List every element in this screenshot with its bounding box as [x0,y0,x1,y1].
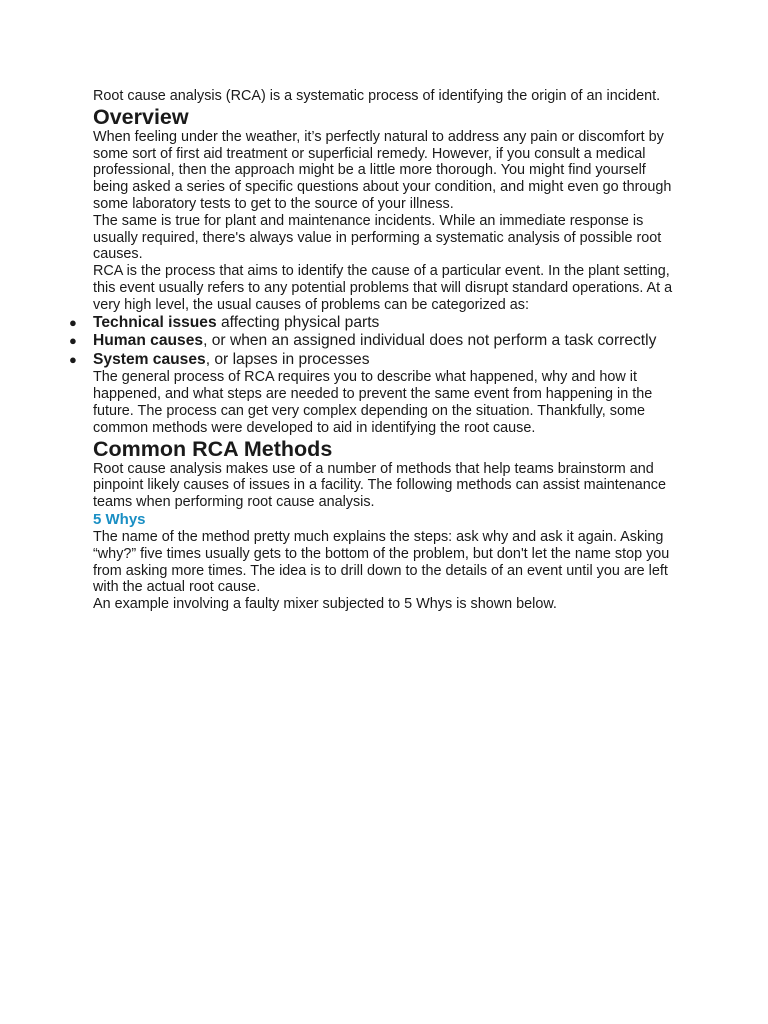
bullet-term: Human causes [93,332,204,350]
methods-heading: Common RCA Methods [93,436,333,461]
document-body [69,88,683,613]
overview-paragraph-2: The same is true for plant and maintenance incidents. While an immediate response is usually required, there's always value in performing a systematic analysis of possible root causes. [93,212,662,263]
overview-heading: Overview [93,104,189,129]
five-whys-heading: 5 Whys [93,510,146,528]
methods-paragraph: Root cause analysis makes use of a number of methods that help teams brainstorm and pinpoint likely causes of issues in a facility. The following methods can assist maintenance teams when performing root cause analysis. [93,460,666,511]
five-whys-paragraph-2: An example involving a faulty mixer subjected to 5 Whys is shown below. [93,596,557,613]
list-item [69,332,683,351]
causes-list [69,313,683,370]
list-item [69,350,683,370]
overview-paragraph-1: When feeling under the weather, it’s perfectly natural to address any pain or discomfort by some sort of first aid treatment or superficial remedy. However, if you consult a medical professional, then the approach might be a little more thorough. You might find yourself being asked a series of specific questions about your condition, and might even go through some laboratory tests to get to the source of your illness. [93,128,672,212]
overview-closing-paragraph: The general process of RCA requires you to describe what happened, why and how it happened, and what steps are needed to prevent the same event from happening in the future. The process can get very complex depending on the situation. Thankfully, some common methods were developed to aid in identifying the root cause. [93,369,653,436]
bullet-text: , or when an assigned individual does not perform a task correctly [203,332,657,350]
intro-paragraph: Root cause analysis (RCA) is a systematic process of identifying the origin of an incident. [93,88,661,104]
bullet-icon: ● [69,314,77,330]
list-item [69,313,683,333]
bullet-text: affecting physical parts [216,313,380,331]
bullet-term: Technical issues [93,313,217,331]
bullet-icon: ● [69,351,77,367]
bullet-text: , or lapses in processes [205,350,370,368]
bullet-term: System causes [93,350,206,368]
bullet-icon: ● [69,333,77,349]
overview-paragraph-3: RCA is the process that aims to identify the cause of a particular event. In the plant setting, this event usually refers to any potential problems that will disrupt standard operations. At a very high level, the usual causes of problems can be categorized as: [93,263,673,313]
five-whys-paragraph-1: The name of the method pretty much explains the steps: ask why and ask it again. Asking “why?” five times usually gets to the bottom of the problem, but don't let the name stop you from asking more times. The idea is to drill down to the details of an event until you are left with the actual root cause. [93,528,670,596]
